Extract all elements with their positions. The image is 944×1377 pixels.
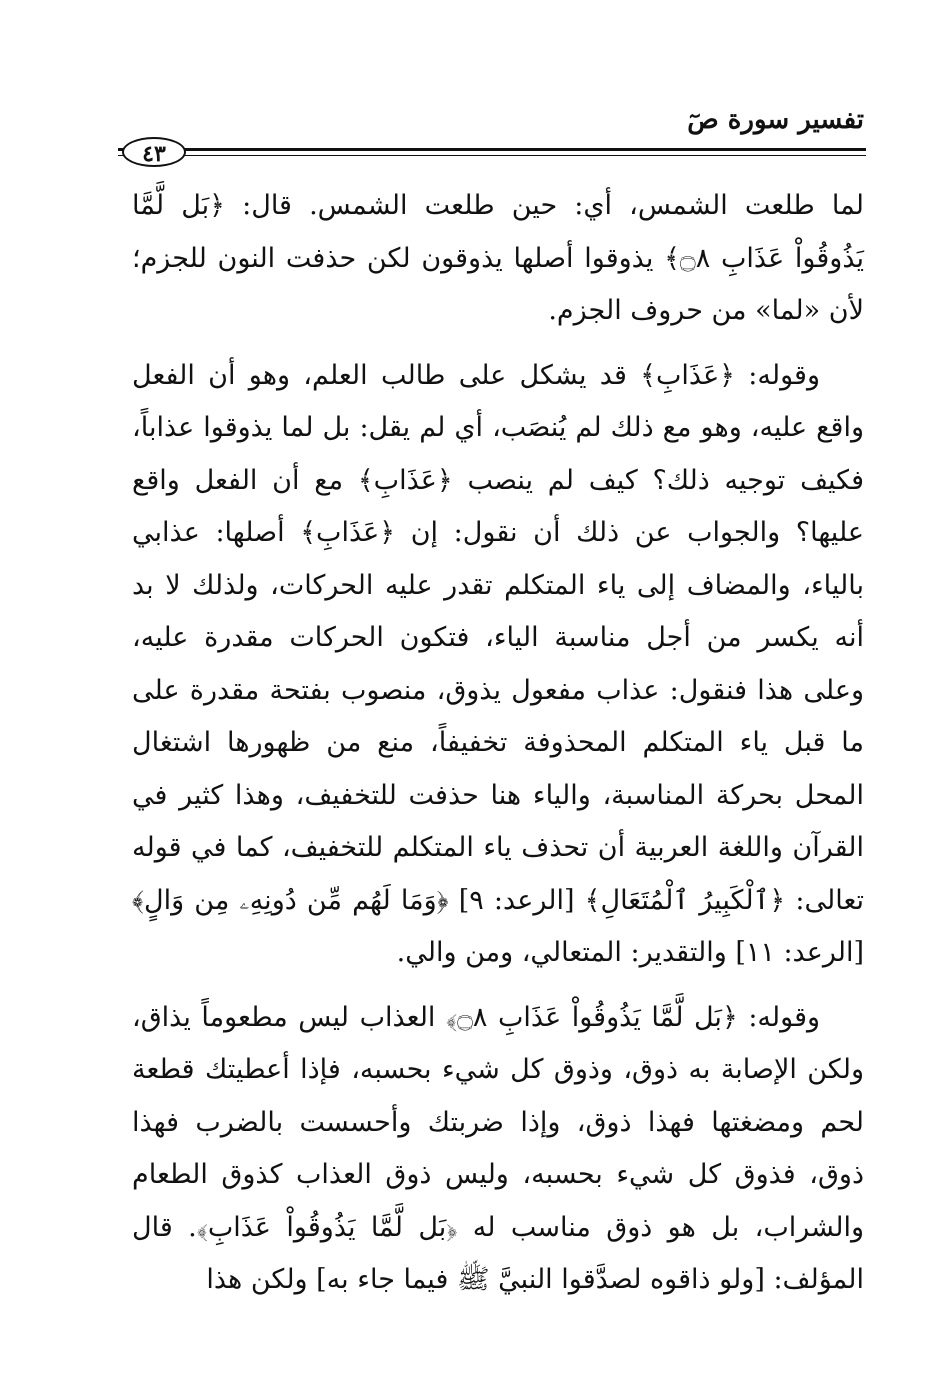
paragraph: وقوله: ﴿بَل لَّمَّا يَذُوقُواْ عَذَابِ ۝٨﴾ العذاب ليس مطعوماً يذاق، ولكن الإصابة به ذوق، وذوق كل شيء بحسبه، فإذا أعطيتك قطعة لحم ومضغتها فهذا ذوق، وإذا ضربتك وأحسست بالضرب فهذا ذوق، فذوق كل شيء بحسبه، وليس ذوق العذاب كذوق الطعام والشراب، بل هو ذوق مناسب له ﴿بَل لَّمَّا يَذُوقُواْ عَذَابِ﴾. قال المؤلف: [ولو ذاقوه لصدَّقوا النبيَّ ﷺ فيما جاء به] ولكن هذا [132, 1001, 864, 1295]
body-text [132, 180, 864, 1307]
header-rule [118, 148, 866, 156]
paragraph: وقوله: ﴿عَذَابِ﴾ قد يشكل على طالب العلم، وهو أن الفعل واقع عليه، وهو مع ذلك لم يُنصَب، أي لم يقل: بل لما يذوقوا عذاباً، فكيف توجيه ذلك؟ كيف لم ينصب ﴿عَذَابِ﴾ مع أن الفعل واقع عليها؟ والجواب عن ذلك أن نقول: إن ﴿عَذَابِ﴾ أصلها: عذابي بالياء، والمضاف إلى ياء المتكلم تقدر عليه الحركات، ولذلك لا بد أنه يكسر من أجل مناسبة الياء، فتكون الحركات مقدرة عليه، وعلى هذا فنقول: عذاب مفعول يذوق، منصوب بفتحة مقدرة على ما قبل ياء المتكلم المحذوفة تخفيفاً، منع من ظهورها اشتغال المحل بحركة المناسبة، والياء هنا حذفت للتخفيف، وهذا كثير في القرآن واللغة العربية أن تحذف ياء المتكلم للتخفيف، كما في قوله تعالى: ﴿ٱلْكَبِيرُ ٱلْمُتَعَالِ﴾ [الرعد: ٩] ﴿وَمَا لَهُم مِّن دُونِهِۦ مِن وَالٍ﴾ [الرعد: ١١] والتقدير: المتعالي، ومن والي. [132, 359, 864, 968]
paragraph: لما طلعت الشمس، أي: حين طلعت الشمس. قال: ﴿بَل لَّمَّا يَذُوقُواْ عَذَابِ ۝٨﴾ يذوقوا أصلها يذوقون لكن حذفت النون للجزم؛ لأن «لما» من حروف الجزم. [132, 190, 865, 326]
running-title: تفسير سورة صٓ [687, 105, 864, 135]
page-number: ٤٣ [122, 137, 186, 167]
